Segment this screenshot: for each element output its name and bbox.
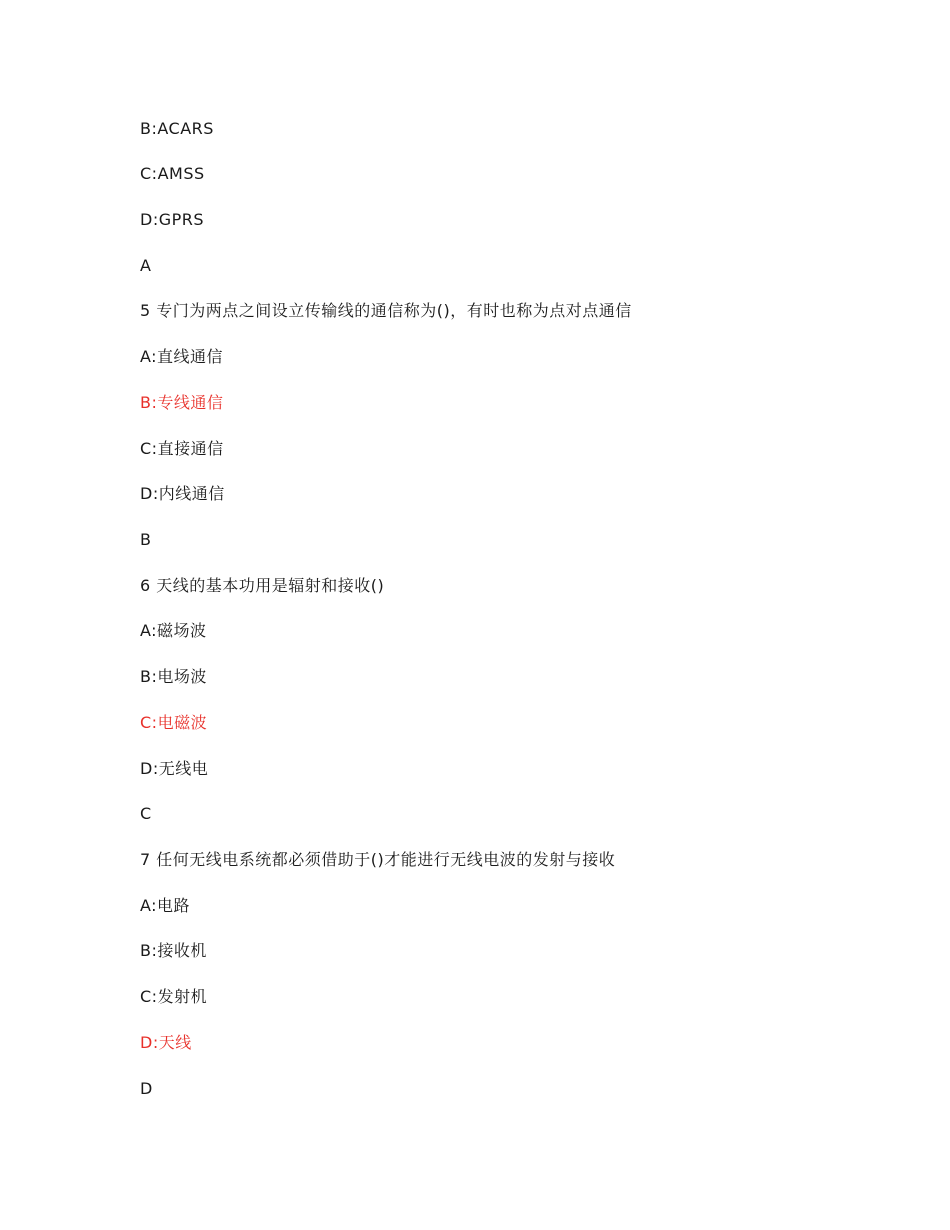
answer-q6: C <box>140 804 152 823</box>
answer-q5: B <box>140 530 152 549</box>
option-b-q4: B:ACARS <box>140 119 214 138</box>
option-a-q7: A:电路 <box>140 896 191 915</box>
option-c-q7: C:发射机 <box>140 987 208 1006</box>
option-c-q5: C:直接通信 <box>140 439 224 458</box>
question-6: 6 天线的基本功用是辐射和接收() <box>140 576 385 595</box>
option-c-q4: C:AMSS <box>140 164 205 183</box>
option-c-q6-correct: C:电磁波 <box>140 713 208 732</box>
option-b-q6: B:电场波 <box>140 667 207 686</box>
answer-q4: A <box>140 256 152 275</box>
answer-q7: D <box>140 1079 153 1098</box>
option-d-q7-correct: D:天线 <box>140 1033 192 1052</box>
option-d-q5: D:内线通信 <box>140 484 225 503</box>
option-b-q5-correct: B:专线通信 <box>140 393 224 412</box>
option-a-q5: A:直线通信 <box>140 347 224 366</box>
question-5: 5 专门为两点之间设立传输线的通信称为()，有时也称为点对点通信 <box>140 301 632 320</box>
option-d-q6: D:无线电 <box>140 759 209 778</box>
option-b-q7: B:接收机 <box>140 941 207 960</box>
option-a-q6: A:磁场波 <box>140 621 207 640</box>
option-d-q4: D:GPRS <box>140 210 205 229</box>
question-7: 7 任何无线电系统都必须借助于()才能进行无线电波的发射与接收 <box>140 850 616 869</box>
document-page <box>140 0 900 1230</box>
